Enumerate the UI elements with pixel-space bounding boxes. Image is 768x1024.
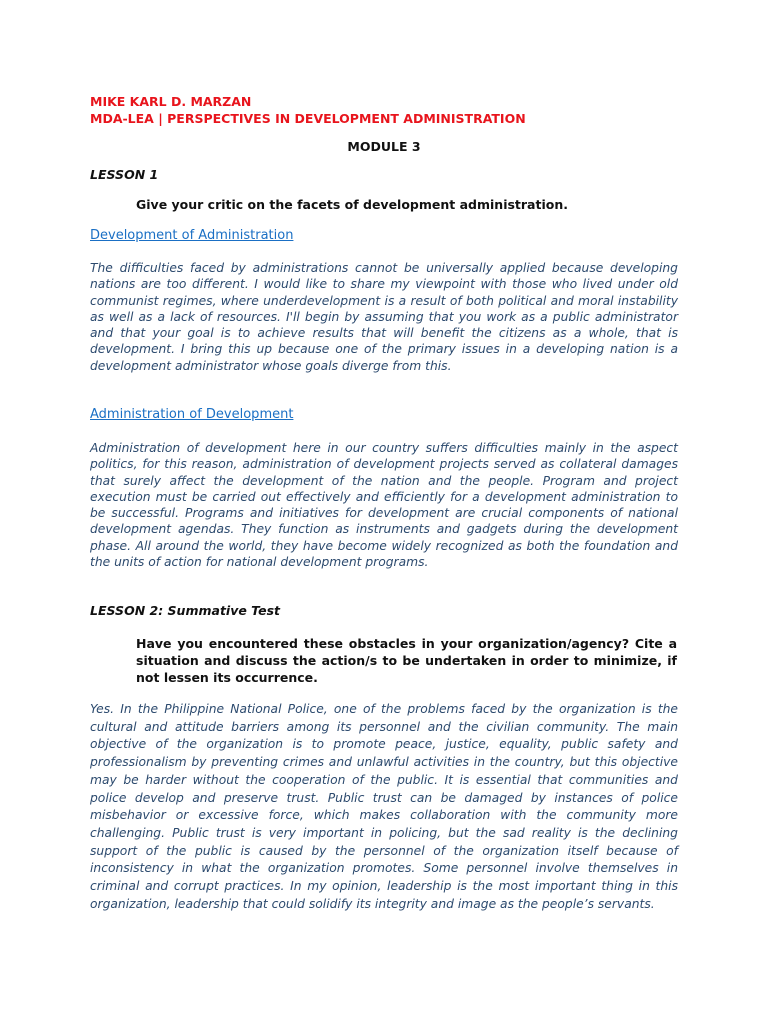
course-title: MDA-LEA | PERSPECTIVES IN DEVELOPMENT ADMINISTRATION: [90, 111, 526, 126]
section-link-administration-of-development[interactable]: Administration of Development: [90, 407, 294, 422]
lesson2-prompt: Have you encountered these obstacles in your organization/agency? Cite a situation and discuss the action/s to be undertaken in order to minimize, if not lessen its occurrence.: [136, 636, 677, 685]
lesson1-prompt: Give your critic on the facets of development administration.: [136, 197, 568, 212]
module-title: MODULE 3: [347, 139, 421, 154]
lesson2-answer: Yes. In the Philippine National Police, one of the problems faced by the organization is the cultural and attitude barriers among its personnel and the civilian community. The main objective of the organization is to promote peace, justice, equality, public safety and professionalism by preventing crimes and unlawful activities in the country, but this objective may be harder without the cooperation of the public. It is essential that communities and police develop and preserve trust. Public trust can be damaged by instances of police misbehavior or excessive force, which makes collaboration with the community more challenging. Public trust is very important in policing, but the sad reality is the declining support of the public is caused by the personnel of the organization itself because of inconsistency in what the organization promotes. Some personnel involve themselves in criminal and corrupt practices. In my opinion, leadership is the most important thing in this organization, leadership that could solidify its integrity and image as the people’s servants.: [90, 702, 678, 911]
lesson1-heading: LESSON 1: [90, 167, 159, 182]
lesson2-heading: LESSON 2: Summative Test: [90, 603, 280, 618]
author-name: MIKE KARL D. MARZAN: [90, 94, 252, 109]
section-link-development-of-administration[interactable]: Development of Administration: [90, 228, 294, 243]
section-body-administration-of-development: Administration of development here in our country suffers difficulties mainly in the aspect politics, for this reason, administration of development projects served as collateral damages that surely affect the development of the nation and the people. Program and project execution must be carried out effectively and efficiently for a development administration to be successful. Programs and initiatives for development are crucial components of national development agendas. They function as instruments and gadgets during the development phase. All around the world, they have become widely recognized as both the foundation and the units of action for national development programs.: [90, 441, 678, 570]
section-body-development-of-administration: The difficulties faced by administrations cannot be universally applied because developing nations are too different. I would like to share my viewpoint with those who lived under old communist regimes, where underdevelopment is a result of both political and moral instability as well as a lack of resources. I'll begin by assuming that you work as a public administrator and that your goal is to achieve results that will benefit the citizens as a whole, that is development. I bring this up because one of the primary issues in a developing nation is a development administrator whose goals diverge from this.: [90, 261, 678, 373]
